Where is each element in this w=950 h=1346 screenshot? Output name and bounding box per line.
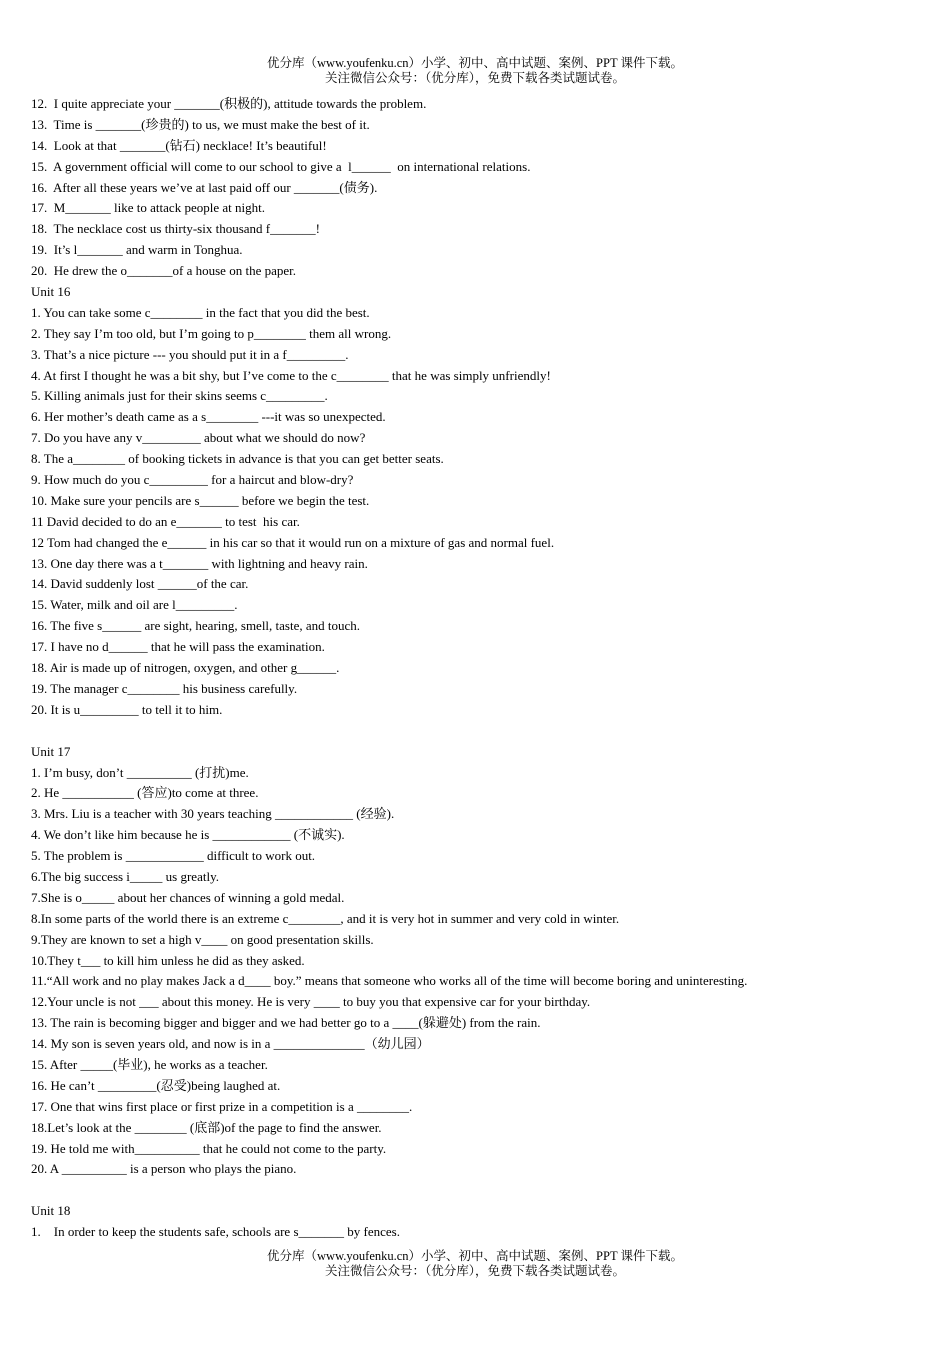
exercise-line: 19. It’s l_______ and warm in Tonghua. xyxy=(31,242,243,258)
unit-title: Unit 18 xyxy=(31,1203,71,1219)
exercise-line: 20. He drew the o_______of a house on the paper. xyxy=(31,263,296,279)
exercise-line: 16. After all these years we’ve at last paid off our _______(债务). xyxy=(31,179,378,195)
exercise-line: 3. Mrs. Liu is a teacher with 30 years teaching ____________ (经验). xyxy=(31,806,395,822)
exercise-line: 17. M_______ like to attack people at night. xyxy=(31,200,265,216)
exercise-line: 9.They are known to set a high v____ on good presentation skills. xyxy=(31,931,374,947)
spacer xyxy=(31,721,931,742)
exercise-line: 4. We don’t like him because he is ____________ (不诚实). xyxy=(31,827,345,843)
exercise-line: 3. That’s a nice picture --- you should put it in a f_________. xyxy=(31,346,349,362)
exercise-line: 12 Tom had changed the e______ in his car so that it would run on a mixture of gas and normal fuel. xyxy=(31,534,555,550)
header-line-2: 关注微信公众号：（优分库），免费下载各类试题试卷。 xyxy=(324,71,625,85)
unit16-section xyxy=(31,282,931,721)
exercise-line: 14. David suddenly lost ______of the car. xyxy=(31,576,249,592)
exercise-line: 17. I have no d______ that he will pass the examination. xyxy=(31,639,325,655)
exercise-line: 19. He told me with__________ that he could not come to the party. xyxy=(31,1140,387,1156)
unit17-section xyxy=(31,742,931,1181)
exercise-line: 12. I quite appreciate your _______(积极的), attitude towards the problem. xyxy=(31,96,427,111)
exercise-line: 12.Your uncle is not ___ about this money. He is very ____ to buy you that expensive car for your birthday. xyxy=(31,994,591,1010)
exercise-line: 18.Let’s look at the ________ (底部)of the page to find the answer. xyxy=(31,1119,382,1135)
unit18-section xyxy=(31,1201,931,1243)
exercise-line: 16. The five s______ are sight, hearing, smell, taste, and touch. xyxy=(31,618,361,634)
exercise-line: 11.“All work and no play makes Jack a d____ boy.” means that someone who works all of the time will become boring and uninteresting. xyxy=(31,973,748,989)
footer-line-1: 优分库（www.youfenku.cn）小学、初中、高中试题、案例、PPT 课件下载。 xyxy=(267,1249,683,1263)
exercise-line: 15. Water, milk and oil are l_________. xyxy=(31,597,238,613)
header-line-1: 优分库（www.youfenku.cn）小学、初中、高中试题、案例、PPT 课件下载。 xyxy=(267,56,683,70)
exercise-line: 1. I’m busy, don’t __________ (打扰)me. xyxy=(31,764,249,780)
exercise-line: 11 David decided to do an e_______ to test his car. xyxy=(31,513,300,529)
exercise-line: 18. Air is made up of nitrogen, oxygen, and other g______. xyxy=(31,660,340,676)
exercise-line: 20. A __________ is a person who plays the piano. xyxy=(31,1161,297,1177)
exercise-line: 4. At first I thought he was a bit shy, but I’ve come to the c________ that he was simply unfriendly! xyxy=(31,367,551,383)
exercise-line: 1. You can take some c________ in the fact that you did the best. xyxy=(31,304,370,320)
exercise-line: 10.They t___ to kill him unless he did as they asked. xyxy=(31,952,305,968)
exercise-line: 5. Killing animals just for their skins seems c_________. xyxy=(31,388,328,404)
page-footer xyxy=(0,1249,950,1279)
exercise-line: 10. Make sure your pencils are s______ before we begin the test. xyxy=(31,492,370,508)
unit-title: Unit 16 xyxy=(31,284,71,300)
exercise-line: 14. My son is seven years old, and now is in a ______________（幼儿园） xyxy=(31,1036,430,1052)
footer-line-2: 关注微信公众号：（优分库），免费下载各类试题试卷。 xyxy=(324,1264,625,1278)
page-header xyxy=(0,56,950,86)
exercise-line: 15. After _____(毕业), he works as a teacher. xyxy=(31,1056,268,1072)
exercise-line: 7.She is o_____ about her chances of winning a gold medal. xyxy=(31,889,345,905)
exercise-line: 6. Her mother’s death came as a s________ ---it was so unexpected. xyxy=(31,409,386,425)
exercise-line: 16. He can’t _________(忍受)being laughed at. xyxy=(31,1077,281,1093)
exercise-line: 5. The problem is ____________ difficult to work out. xyxy=(31,848,316,864)
exercise-line: 15. A government official will come to our school to give a l______ on international relations. xyxy=(31,158,531,174)
exercise-line: 8.In some parts of the world there is an extreme c________, and it is very hot in summer and very cold in winter. xyxy=(31,910,620,926)
exercise-line: 1. In order to keep the students safe, schools are s_______ by fences. xyxy=(31,1224,400,1240)
exercise-line: 20. It is u_________ to tell it to him. xyxy=(31,701,223,717)
exercise-line: 2. They say I’m too old, but I’m going to p________ them all wrong. xyxy=(31,325,392,341)
exercise-line: 7. Do you have any v_________ about what we should do now? xyxy=(31,430,366,446)
exercise-line: 17. One that wins first place or first prize in a competition is a ________. xyxy=(31,1098,413,1114)
spacer xyxy=(31,1180,931,1201)
exercise-content xyxy=(31,94,931,1243)
exercise-line: 18. The necklace cost us thirty-six thousand f_______! xyxy=(31,221,320,237)
unit15-tail-list xyxy=(31,94,931,282)
exercise-line: 2. He ___________ (答应)to come at three. xyxy=(31,785,259,801)
exercise-line: 13. Time is _______(珍贵的) to us, we must make the best of it. xyxy=(31,116,370,132)
exercise-line: 14. Look at that _______(钻石) necklace! It’s beautiful! xyxy=(31,137,327,153)
exercise-line: 19. The manager c________ his business carefully. xyxy=(31,680,298,696)
exercise-line: 8. The a________ of booking tickets in advance is that you can get better seats. xyxy=(31,451,444,467)
exercise-line: 6.The big success i_____ us greatly. xyxy=(31,868,219,884)
exercise-line: 9. How much do you c_________ for a haircut and blow-dry? xyxy=(31,472,354,488)
exercise-line: 13. The rain is becoming bigger and bigger and we had better go to a ____(躲避处) from the rain. xyxy=(31,1015,541,1031)
unit-title: Unit 17 xyxy=(31,743,71,759)
exercise-line: 13. One day there was a t_______ with lightning and heavy rain. xyxy=(31,555,368,571)
